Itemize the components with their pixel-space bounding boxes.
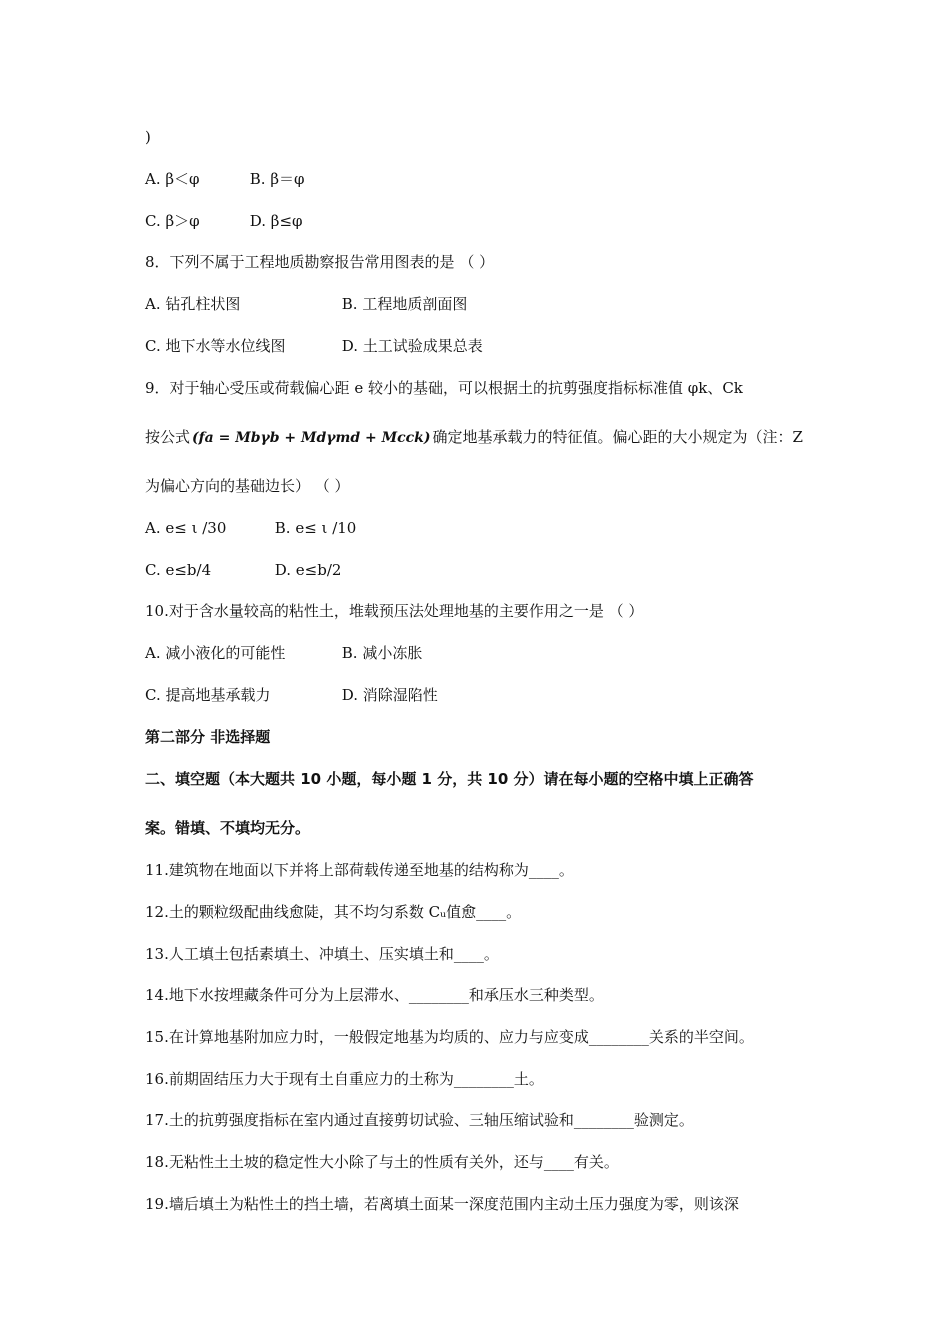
q9-option-d: D. e≤b/2 <box>274 561 342 579</box>
q8-options-row2 <box>145 336 930 356</box>
section2-heading-line2: 案。错填、不填均无分。 <box>145 819 311 837</box>
fill-question-12: 12.土的颗粒级配曲线愈陡，其不均匀系数 Cᵤ值愈____。 <box>145 903 522 921</box>
q9-formula: (fa = Mbγb + Mdγmd + Mcck) <box>192 430 431 446</box>
q10-stem: 10.对于含水量较高的粘性土，堆载预压法处理地基的主要作用之一是 （ ） <box>145 602 644 620</box>
q10-option-d: D. 消除湿陷性 <box>341 686 438 704</box>
q10-option-a: A. 减小液化的可能性 <box>145 644 286 662</box>
q7-option-b: B. β＝φ <box>249 170 305 188</box>
q10-options-row1 <box>145 643 930 663</box>
q10-options-row2 <box>145 685 930 705</box>
q9-stem-prefix: 按公式 <box>145 428 191 446</box>
q10-option-c: C. 提高地基承载力 <box>145 686 271 704</box>
fill-question-13: 13.人工填土包括素填土、冲填土、压实填土和____。 <box>145 945 499 963</box>
q9-options-row1 <box>145 518 930 538</box>
q7-option-c: C. β＞φ <box>145 212 200 230</box>
q7-options-row2 <box>145 211 930 231</box>
part2-title: 第二部分 非选择题 <box>145 728 271 746</box>
q9-stem-line2 <box>145 427 930 448</box>
q9-option-b: B. e≤ ι /10 <box>274 519 357 537</box>
q8-stem: 8．下列不属于工程地质勘察报告常用图表的是 （ ） <box>145 253 495 271</box>
q10-option-b: B. 减小冻胀 <box>341 644 423 662</box>
q7-options-row1 <box>145 169 930 189</box>
q9-stem-line3: 为偏心方向的基础边长） （ ） <box>145 477 350 495</box>
q7-option-d: D. β≤φ <box>249 212 303 230</box>
fill-question-18: 18.无粘性土土坡的稳定性大小除了与土的性质有关外，还与____有关。 <box>145 1153 619 1171</box>
fill-question-14: 14.地下水按埋藏条件可分为上层滞水、________和承压水三种类型。 <box>145 986 604 1004</box>
q9-stem-suffix: 确定地基承载力的特征值。偏心距的大小规定为（注：Z <box>432 428 803 446</box>
fill-question-19: 19.墙后填土为粘性土的挡土墙，若离填土面某一深度范围内主动土压力强度为零，则该深 <box>145 1195 739 1213</box>
q9-option-c: C. e≤b/4 <box>145 561 212 579</box>
q8-option-d: D. 土工试验成果总表 <box>341 337 483 355</box>
q8-options-row1 <box>145 294 930 314</box>
q7-option-a: A. β＜φ <box>145 170 200 188</box>
q8-option-c: C. 地下水等水位线图 <box>145 337 286 355</box>
q8-option-a: A. 钻孔柱状图 <box>145 295 241 313</box>
q9-options-row2 <box>145 560 930 580</box>
fill-question-15: 15.在计算地基附加应力时，一般假定地基为均质的、应力与应变成________关系的半空间。 <box>145 1028 754 1046</box>
q9-stem-line1: 9．对于轴心受压或荷载偏心距 e 较小的基础，可以根据土的抗剪强度指标标准值 φk、Ck <box>145 379 743 397</box>
fill-question-17: 17.土的抗剪强度指标在室内通过直接剪切试验、三轴压缩试验和________验测定。 <box>145 1111 694 1129</box>
fill-question-11: 11.建筑物在地面以下并将上部荷载传递至地基的结构称为____。 <box>145 861 574 879</box>
fill-question-16: 16.前期固结压力大于现有土自重应力的土称为________土。 <box>145 1070 544 1088</box>
q7-stem-tail: ) <box>145 128 151 146</box>
section2-heading-line1: 二、填空题（本大题共 10 小题，每小题 1 分，共 10 分）请在每小题的空格中填上正确答 <box>145 770 754 788</box>
q8-option-b: B. 工程地质剖面图 <box>341 295 468 313</box>
q9-option-a: A. e≤ ι /30 <box>145 519 227 537</box>
